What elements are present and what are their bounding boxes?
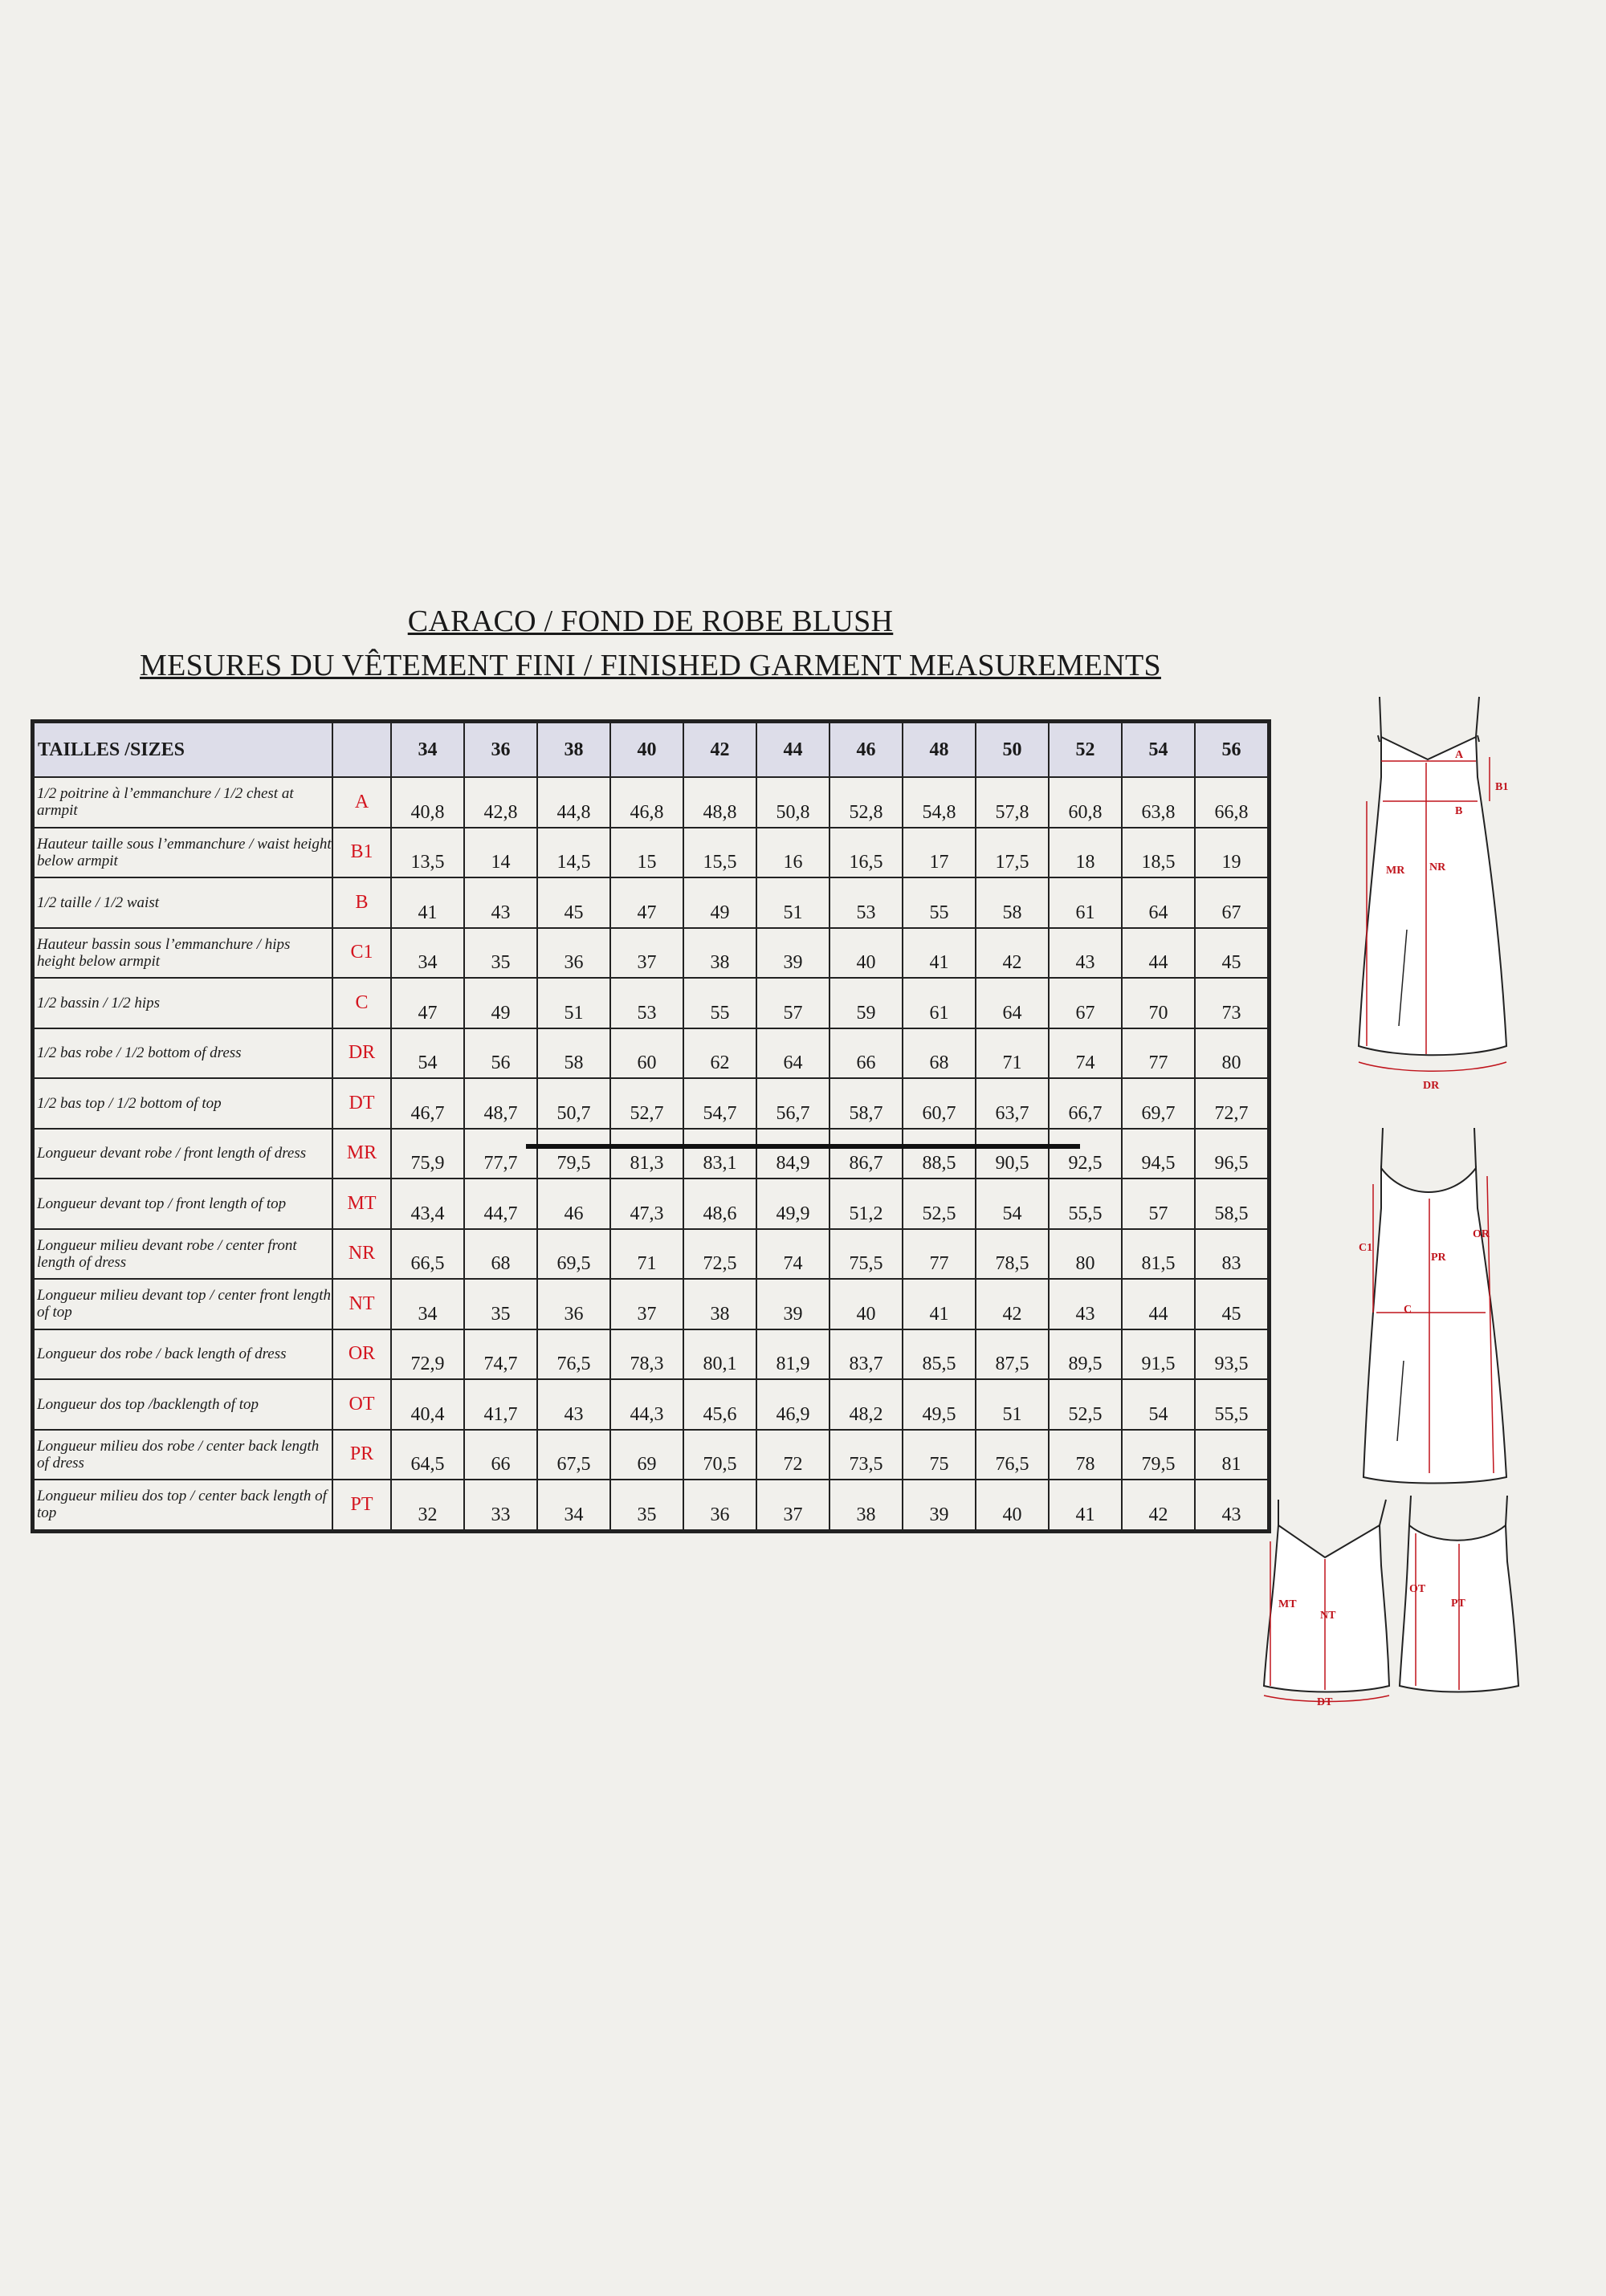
label-C: C [1404, 1304, 1412, 1316]
measurement-value: 44 [1122, 928, 1195, 979]
measurement-value: 47 [391, 978, 464, 1028]
measurement-value: 49 [683, 877, 756, 928]
label-MT: MT [1278, 1598, 1297, 1610]
measurement-label: Longueur devant top / front length of top [34, 1179, 332, 1229]
measurement-value: 43 [1049, 928, 1122, 979]
measurement-value: 70 [1122, 978, 1195, 1028]
measurement-value: 60,7 [903, 1078, 976, 1129]
label-PR: PR [1431, 1252, 1446, 1264]
measurement-value: 39 [756, 928, 829, 979]
measurement-value: 85,5 [903, 1329, 976, 1380]
measurement-value: 64 [976, 978, 1049, 1028]
measurement-value: 43 [1195, 1480, 1268, 1530]
measurement-value: 48,6 [683, 1179, 756, 1229]
measurement-value: 58 [537, 1028, 610, 1079]
measurement-value: 67,5 [537, 1430, 610, 1480]
measurement-value: 75 [903, 1430, 976, 1480]
size-header-row [34, 723, 1268, 777]
top-back-sketch [1393, 1489, 1530, 1706]
measurement-value: 55 [683, 978, 756, 1028]
table-row [34, 877, 1268, 928]
table-row [34, 1129, 1268, 1179]
measurement-label: 1/2 bas robe / 1/2 bottom of dress [34, 1028, 332, 1079]
measurement-value: 79,5 [1122, 1430, 1195, 1480]
measurement-value: 34 [391, 1279, 464, 1329]
measurement-code: DR [332, 1028, 391, 1079]
measurement-value: 34 [391, 928, 464, 979]
measurement-value: 81,3 [610, 1129, 683, 1179]
measurement-value: 46,9 [756, 1379, 829, 1430]
measurement-value: 61 [903, 978, 976, 1028]
size-header-54: 54 [1122, 723, 1195, 777]
measurement-value: 17 [903, 828, 976, 878]
measurement-value: 37 [756, 1480, 829, 1530]
measurement-value: 48,8 [683, 777, 756, 828]
measurement-label: Longueur milieu devant top / center front length of top [34, 1279, 332, 1329]
measurement-code: B [332, 877, 391, 928]
measurement-value: 41 [903, 928, 976, 979]
measurement-value: 77 [903, 1229, 976, 1280]
measurement-value: 71 [610, 1229, 683, 1280]
measurement-value: 60,8 [1049, 777, 1122, 828]
size-header-34: 34 [391, 723, 464, 777]
measurement-value: 40 [976, 1480, 1049, 1530]
measurement-value: 45 [1195, 1279, 1268, 1329]
measurement-value: 94,5 [1122, 1129, 1195, 1179]
measurement-value: 54 [976, 1179, 1049, 1229]
measurement-value: 40,4 [391, 1379, 464, 1430]
table-row [34, 828, 1268, 878]
measurement-value: 43 [1049, 1279, 1122, 1329]
measurement-value: 78,3 [610, 1329, 683, 1380]
measurement-value: 54,7 [683, 1078, 756, 1129]
measurement-value: 33 [464, 1480, 537, 1530]
measurement-value: 88,5 [903, 1129, 976, 1179]
measurement-value: 68 [903, 1028, 976, 1079]
code-header-cell [332, 723, 391, 777]
document-subtitle: MESURES DU VÊTEMENT FINI / FINISHED GARMENT MEASUREMENTS [140, 649, 1161, 682]
measurement-code: MT [332, 1179, 391, 1229]
measurement-label: 1/2 taille / 1/2 waist [34, 877, 332, 928]
measurement-value: 51 [976, 1379, 1049, 1430]
measurement-value: 41 [391, 877, 464, 928]
measurement-value: 67 [1195, 877, 1268, 928]
measurement-value: 34 [537, 1480, 610, 1530]
measurement-value: 44,7 [464, 1179, 537, 1229]
measurement-value: 71 [976, 1028, 1049, 1079]
measurement-value: 50,8 [756, 777, 829, 828]
measurement-value: 64,5 [391, 1430, 464, 1480]
measurement-value: 36 [683, 1480, 756, 1530]
measurement-value: 75,9 [391, 1129, 464, 1179]
measurement-value: 66 [829, 1028, 903, 1079]
measurement-code: NT [332, 1279, 391, 1329]
measurement-label: Hauteur bassin sous l’emmanchure / hips height below armpit [34, 928, 332, 979]
measurement-value: 54 [1122, 1379, 1195, 1430]
size-header-36: 36 [464, 723, 537, 777]
measurement-value: 44,3 [610, 1379, 683, 1430]
measurement-value: 66,5 [391, 1229, 464, 1280]
label-B1: B1 [1495, 781, 1509, 793]
measurement-value: 83 [1195, 1229, 1268, 1280]
measurement-value: 18,5 [1122, 828, 1195, 878]
measurement-value: 19 [1195, 828, 1268, 878]
measurement-value: 66,8 [1195, 777, 1268, 828]
measurement-value: 69,7 [1122, 1078, 1195, 1129]
measurement-value: 40,8 [391, 777, 464, 828]
label-A: A [1455, 749, 1464, 761]
measurement-value: 49,9 [756, 1179, 829, 1229]
measurement-value: 57 [756, 978, 829, 1028]
measurement-value: 93,5 [1195, 1329, 1268, 1380]
measurement-value: 72,5 [683, 1229, 756, 1280]
measurement-value: 66,7 [1049, 1078, 1122, 1129]
measurement-value: 42 [976, 1279, 1049, 1329]
measurement-code: B1 [332, 828, 391, 878]
measurement-value: 96,5 [1195, 1129, 1268, 1179]
measurement-value: 40 [829, 928, 903, 979]
table-row [34, 1480, 1268, 1530]
measurement-value: 52,8 [829, 777, 903, 828]
measurement-value: 79,5 [537, 1129, 610, 1179]
measurement-code: NR [332, 1229, 391, 1280]
measurement-value: 49,5 [903, 1379, 976, 1430]
measurement-value: 46,8 [610, 777, 683, 828]
size-header-52: 52 [1049, 723, 1122, 777]
table-row [34, 1279, 1268, 1329]
measurement-value: 42,8 [464, 777, 537, 828]
measurement-label: Longueur milieu devant robe / center front length of dress [34, 1229, 332, 1280]
measurement-value: 42 [976, 928, 1049, 979]
dress-back-sketch [1349, 1120, 1510, 1497]
measurement-value: 50,7 [537, 1078, 610, 1129]
measurement-value: 37 [610, 928, 683, 979]
measurement-value: 47,3 [610, 1179, 683, 1229]
measurement-value: 47 [610, 877, 683, 928]
measurement-value: 35 [464, 928, 537, 979]
measurements-table [33, 722, 1269, 1531]
measurement-value: 17,5 [976, 828, 1049, 878]
measurement-label: 1/2 poitrine à l’emmanchure / 1/2 chest at armpit [34, 777, 332, 828]
measurement-value: 15,5 [683, 828, 756, 878]
measurement-value: 73,5 [829, 1430, 903, 1480]
measurement-value: 46,7 [391, 1078, 464, 1129]
measurement-value: 56 [464, 1028, 537, 1079]
measurement-value: 45 [1195, 928, 1268, 979]
measurement-value: 81,5 [1122, 1229, 1195, 1280]
measurement-value: 57,8 [976, 777, 1049, 828]
measurement-value: 60 [610, 1028, 683, 1079]
measurement-value: 52,5 [903, 1179, 976, 1229]
measurement-value: 45,6 [683, 1379, 756, 1430]
measurement-value: 53 [610, 978, 683, 1028]
measurement-value: 52,5 [1049, 1379, 1122, 1430]
measurement-value: 78,5 [976, 1229, 1049, 1280]
size-header-46: 46 [829, 723, 903, 777]
measurement-label: Longueur devant robe / front length of dress [34, 1129, 332, 1179]
measurement-value: 67 [1049, 978, 1122, 1028]
measurement-code: OT [332, 1379, 391, 1430]
measurement-value: 52,7 [610, 1078, 683, 1129]
label-C1: C1 [1359, 1242, 1373, 1254]
measurement-value: 43,4 [391, 1179, 464, 1229]
measurement-value: 92,5 [1049, 1129, 1122, 1179]
measurement-value: 77 [1122, 1028, 1195, 1079]
label-OR: OR [1473, 1228, 1490, 1240]
measurement-value: 56,7 [756, 1078, 829, 1129]
measurement-value: 74 [1049, 1028, 1122, 1079]
measurement-value: 13,5 [391, 828, 464, 878]
measurement-value: 75,5 [829, 1229, 903, 1280]
measurement-value: 62 [683, 1028, 756, 1079]
measurement-value: 41 [1049, 1480, 1122, 1530]
measurement-value: 55 [903, 877, 976, 928]
measurement-value: 51 [756, 877, 829, 928]
measurement-value: 54,8 [903, 777, 976, 828]
measurement-label: 1/2 bas top / 1/2 bottom of top [34, 1078, 332, 1129]
measurement-value: 16,5 [829, 828, 903, 878]
size-header-44: 44 [756, 723, 829, 777]
measurement-value: 80,1 [683, 1329, 756, 1380]
measurement-value: 83,1 [683, 1129, 756, 1179]
measurement-value: 61 [1049, 877, 1122, 928]
measurement-value: 36 [537, 1279, 610, 1329]
measurement-value: 51 [537, 978, 610, 1028]
measurement-value: 36 [537, 928, 610, 979]
measurement-value: 80 [1049, 1229, 1122, 1280]
measurement-value: 78 [1049, 1430, 1122, 1480]
measurement-value: 72,7 [1195, 1078, 1268, 1129]
measurement-value: 59 [829, 978, 903, 1028]
measurement-value: 44 [1122, 1279, 1195, 1329]
table-row [34, 1329, 1268, 1380]
table-row [34, 1078, 1268, 1129]
measurement-value: 48,2 [829, 1379, 903, 1430]
measurement-value: 38 [829, 1480, 903, 1530]
measurement-code: MR [332, 1129, 391, 1179]
measurement-value: 90,5 [976, 1129, 1049, 1179]
measurement-value: 86,7 [829, 1129, 903, 1179]
table-row [34, 928, 1268, 979]
measurement-code: C1 [332, 928, 391, 979]
label-PT: PT [1451, 1598, 1465, 1610]
measurement-value: 58,7 [829, 1078, 903, 1129]
measurement-value: 55,5 [1049, 1179, 1122, 1229]
measurement-value: 84,9 [756, 1129, 829, 1179]
measurement-value: 43 [537, 1379, 610, 1430]
measurement-value: 14 [464, 828, 537, 878]
measurement-value: 43 [464, 877, 537, 928]
table-row [34, 1028, 1268, 1079]
measurement-value: 91,5 [1122, 1329, 1195, 1380]
measurement-value: 51,2 [829, 1179, 903, 1229]
measurement-value: 58,5 [1195, 1179, 1268, 1229]
label-B: B [1455, 805, 1463, 817]
label-MR: MR [1386, 865, 1405, 877]
measurement-label: Longueur dos top /backlength of top [34, 1379, 332, 1430]
measurement-code: OR [332, 1329, 391, 1380]
size-header-38: 38 [537, 723, 610, 777]
measurement-code: A [332, 777, 391, 828]
strike-through-line [526, 1144, 1080, 1149]
measurement-value: 14,5 [537, 828, 610, 878]
measurement-value: 64 [756, 1028, 829, 1079]
measurement-value: 74 [756, 1229, 829, 1280]
measurement-value: 46 [537, 1179, 610, 1229]
table-row [34, 1430, 1268, 1480]
measurement-value: 72,9 [391, 1329, 464, 1380]
measurement-value: 37 [610, 1279, 683, 1329]
measurement-value: 44,8 [537, 777, 610, 828]
measurement-value: 41,7 [464, 1379, 537, 1430]
measurement-value: 70,5 [683, 1430, 756, 1480]
label-OT: OT [1409, 1583, 1426, 1595]
measurement-value: 80 [1195, 1028, 1268, 1079]
size-header-48: 48 [903, 723, 976, 777]
measurement-value: 45 [537, 877, 610, 928]
measurement-code: PT [332, 1480, 391, 1530]
table-row [34, 777, 1268, 828]
dress-front-sketch [1349, 689, 1510, 1098]
measurement-value: 87,5 [976, 1329, 1049, 1380]
measurement-value: 69,5 [537, 1229, 610, 1280]
measurement-code: DT [332, 1078, 391, 1129]
measurement-value: 73 [1195, 978, 1268, 1028]
measurement-value: 53 [829, 877, 903, 928]
table-row [34, 1179, 1268, 1229]
measurement-value: 32 [391, 1480, 464, 1530]
measurement-value: 39 [903, 1480, 976, 1530]
measurement-value: 63,7 [976, 1078, 1049, 1129]
measurement-value: 72 [756, 1430, 829, 1480]
measurement-label: Hauteur taille sous l’emmanchure / waist height below armpit [34, 828, 332, 878]
measurement-value: 54 [391, 1028, 464, 1079]
label-DT: DT [1317, 1696, 1333, 1708]
measurement-value: 89,5 [1049, 1329, 1122, 1380]
measurement-value: 18 [1049, 828, 1122, 878]
measurement-value: 41 [903, 1279, 976, 1329]
measurement-value: 42 [1122, 1480, 1195, 1530]
measurement-value: 69 [610, 1430, 683, 1480]
measurement-code: PR [332, 1430, 391, 1480]
measurement-value: 16 [756, 828, 829, 878]
sizes-header-label: TAILLES /SIZES [34, 723, 332, 777]
measurement-value: 49 [464, 978, 537, 1028]
measurement-code: C [332, 978, 391, 1028]
label-NT: NT [1320, 1610, 1336, 1622]
size-header-50: 50 [976, 723, 1049, 777]
measurement-value: 66 [464, 1430, 537, 1480]
measurement-label: 1/2 bassin / 1/2 hips [34, 978, 332, 1028]
table-row [34, 1229, 1268, 1280]
measurement-value: 74,7 [464, 1329, 537, 1380]
measurement-value: 15 [610, 828, 683, 878]
table-row [34, 1379, 1268, 1430]
measurement-value: 58 [976, 877, 1049, 928]
measurement-value: 57 [1122, 1179, 1195, 1229]
table-row [34, 978, 1268, 1028]
measurement-value: 35 [464, 1279, 537, 1329]
measurement-value: 55,5 [1195, 1379, 1268, 1430]
measurement-value: 38 [683, 928, 756, 979]
measurement-label: Longueur dos robe / back length of dress [34, 1329, 332, 1380]
size-header-56: 56 [1195, 723, 1268, 777]
label-NR: NR [1429, 861, 1446, 873]
measurement-value: 63,8 [1122, 777, 1195, 828]
measurement-value: 76,5 [976, 1430, 1049, 1480]
measurement-value: 83,7 [829, 1329, 903, 1380]
measurement-value: 64 [1122, 877, 1195, 928]
measurement-value: 76,5 [537, 1329, 610, 1380]
measurement-label: Longueur milieu dos top / center back length of top [34, 1480, 332, 1530]
measurement-value: 40 [829, 1279, 903, 1329]
measurement-value: 81,9 [756, 1329, 829, 1380]
size-header-42: 42 [683, 723, 756, 777]
size-header-40: 40 [610, 723, 683, 777]
measurement-value: 68 [464, 1229, 537, 1280]
measurement-value: 77,7 [464, 1129, 537, 1179]
top-front-sketch [1259, 1493, 1396, 1710]
measurement-value: 48,7 [464, 1078, 537, 1129]
measurement-value: 35 [610, 1480, 683, 1530]
document-title: CARACO / FOND DE ROBE BLUSH [407, 605, 894, 638]
measurement-value: 38 [683, 1279, 756, 1329]
measurement-value: 81 [1195, 1430, 1268, 1480]
measurement-value: 39 [756, 1279, 829, 1329]
label-DR: DR [1423, 1080, 1440, 1092]
measurement-label: Longueur milieu dos robe / center back length of dress [34, 1430, 332, 1480]
